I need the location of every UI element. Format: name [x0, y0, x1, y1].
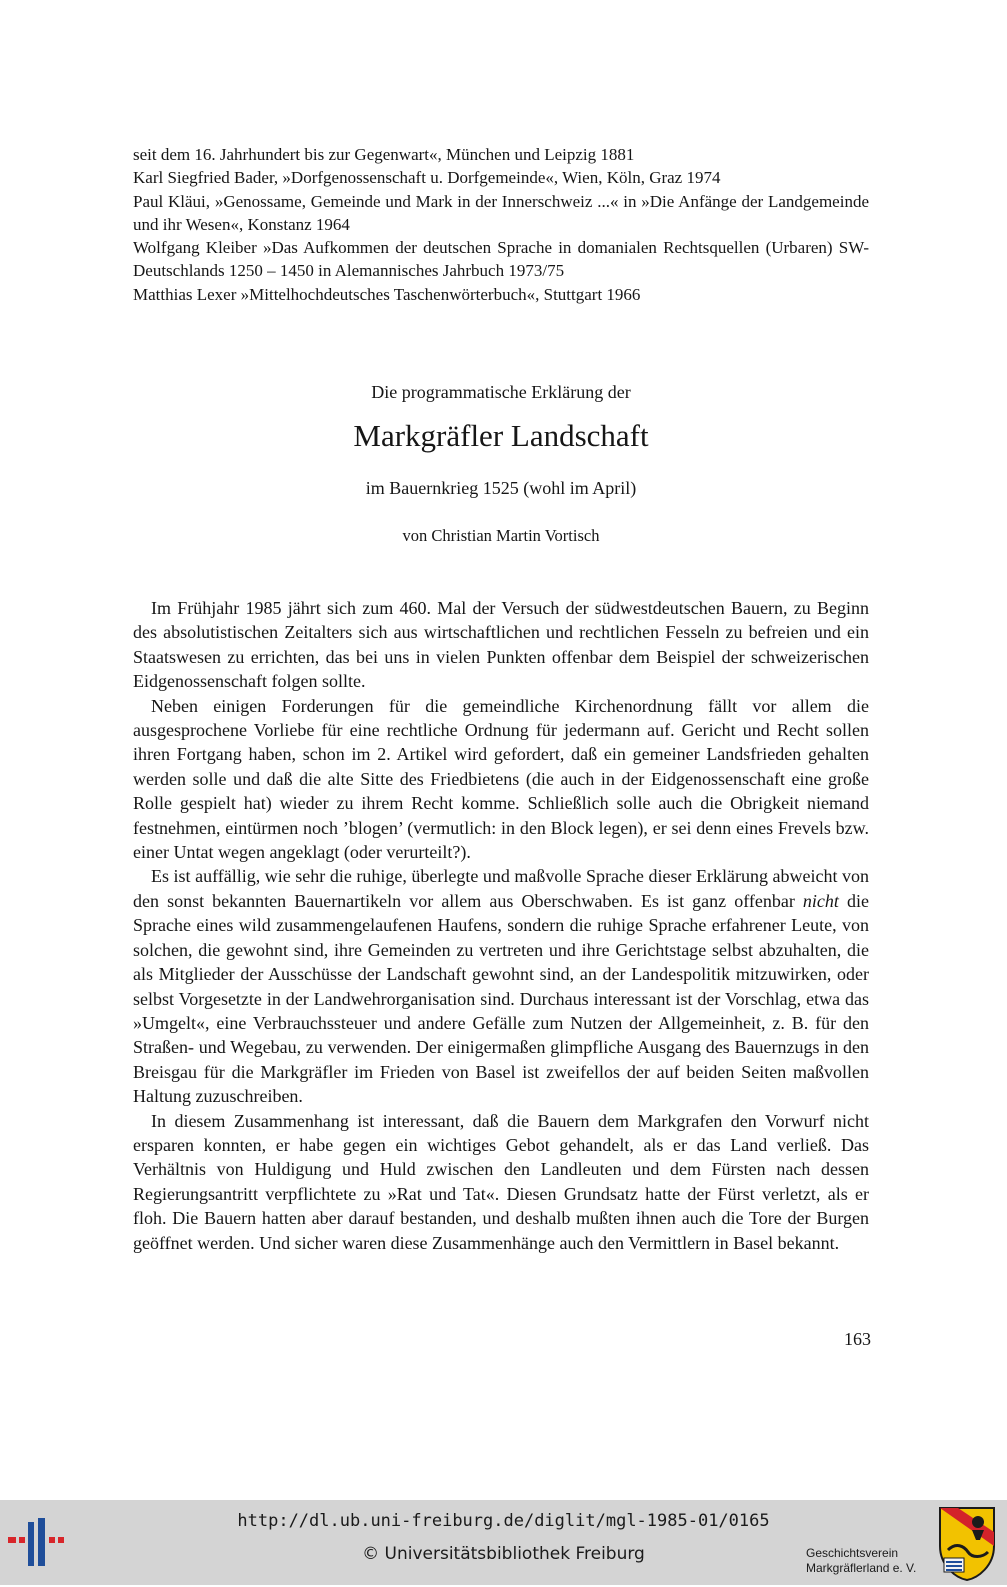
association-line: Geschichtsverein	[806, 1546, 899, 1560]
association-line: Markgräflerland e. V.	[806, 1561, 917, 1575]
heading-subtitle: im Bauernkrieg 1525 (wohl im April)	[365, 478, 637, 498]
heading-pre: Die programmatische Erklärung der	[371, 382, 631, 402]
emphasis-text: nicht	[802, 890, 839, 911]
paragraph: In diesem Zusammenhang ist interessant, daß die Bauern dem Markgrafen den Vorwurf nicht ersparen konnten, er habe gegen ein wichtiges Gebot gehandelt, als er das Land verließ. Das Verhältnis von Huldigung und Huld zwischen den Landleuten und dem Fürsten nach dessen Regierungsantritt verpflichtete zu »Rat und Tat«. Diesen Grundsatz hatte der Fürst verletzt, als er floh. Die Bauern hatten aber darauf bestanden, und deshalb mußten ihnen auch die Tore der Burgen geöffnet werden. Und sicher waren diese Zusammenhänge auch den Vermittlern in Basel bekannt.	[133, 1110, 869, 1253]
reference-list	[133, 143, 869, 306]
reference-item: Paul Kläui, »Genossame, Gemeinde und Mark in der Innerschweiz ...« in »Die Anfänge der Landgemeinde und ihr Wesen«, Konstanz 1964	[133, 191, 869, 234]
body-text	[133, 596, 869, 1255]
reference-item: Wolfgang Kleiber »Das Aufkommen der deutschen Sprache in domanialen Rechtsquellen (Urbaren) SW-Deutschlands 1250 – 1450 in Alemannisches Jahrbuch 1973/75	[133, 238, 869, 281]
paragraph	[133, 864, 869, 1108]
page-number: 163	[844, 1329, 871, 1349]
paragraph-text: die Sprache eines wild zusammengelaufenen Haufens, sondern die ruhige Sprache erfahrener Leute, von solchen, die gewohnt sind, ihre Gemeinden zu vertreten und ihre Gerichtstage selbst abzuhalten, die als Mitglieder der Ausschüsse der Landschaft gewohnt sind, an der Landespolitik mitzuwirken, oder selbst Vorgesetzte in der Landwehrorganisation sind. Durchaus interessant ist der Vorschlag, etwa das »Umgelt«, eine Verbrauchssteuer und andere Gefälle zum Nutzen der Allgemeinheit, z. B. für den Straßen- und Wegebau, zu verwenden. Der einigermaßen glimpfliche Ausgang des Bauernzugs in den Breisgau für die Markgräfler im Frieden von Basel ist zweifellos der auf beiden Seiten maßvollen Haltung zuzuschreiben.	[133, 890, 869, 1107]
page-title: Markgräfler Landschaft	[353, 418, 649, 453]
paragraph: Im Frühjahr 1985 jährt sich zum 460. Mal der Versuch der südwestdeutschen Bauern, zu Beginn des absolutistischen Zeitalters sich aus wirtschaftlichen und rechtlichen Fesseln zu befreien und ein Staatswesen zu errichten, das bei uns in vielen Punkten offenbar dem Beispiel der schweizerischen Eidgenossenschaft folgen sollte.	[133, 598, 869, 692]
coat-of-arms-icon	[938, 1506, 996, 1587]
reference-item: Karl Siegfried Bader, »Dorfgenossenschaft u. Dorfgemeinde«, Wien, Köln, Graz 1974	[133, 168, 721, 188]
footer-url-link[interactable]: http://dl.ub.uni-freiburg.de/diglit/mgl-1985-01/0165	[237, 1511, 770, 1531]
footer-bar	[0, 1500, 1007, 1585]
author-line: von Christian Martin Vortisch	[402, 526, 600, 545]
reference-item: Matthias Lexer »Mittelhochdeutsches Taschenwörterbuch«, Stuttgart 1966	[133, 284, 641, 304]
paragraph: Neben einigen Forderungen für die gemeindliche Kirchenordnung fällt vor allem die ausgesprochene Vorliebe für eine rechtliche Ordnung für jedermann auf. Gericht und Recht sollen ihren Fortgang haben, schon im 2. Artikel wird gefordert, daß ein gemeiner Landsfrieden gehalten werden solle und daß die alte Sitte des Friedbietens (die auch in der Eidgenossenschaft eine große Rolle gespielt hat) wieder zu ihrem Recht komme. Schließlich solle auch die Obrigkeit niemand festnehmen, eintürmen noch ’blogen’ (vermutlich: in den Block legen), er sei denn eines Frevels bzw. einer Untat wegen angeklagt (oder verurteilt?).	[133, 695, 869, 863]
association-name	[806, 1546, 926, 1576]
paragraph-text: Es ist auffällig, wie sehr die ruhige, überlegte und maßvolle Sprache dieser Erklärung abweicht von den sonst bekannten Bauernartikeln vor allem aus Oberschwaben. Es ist ganz offenbar	[133, 866, 869, 911]
reference-item: seit dem 16. Jahrhundert bis zur Gegenwart«, München und Leipzig 1881	[133, 145, 635, 164]
footer-copyright: © Universitätsbibliothek Freiburg	[362, 1544, 645, 1564]
